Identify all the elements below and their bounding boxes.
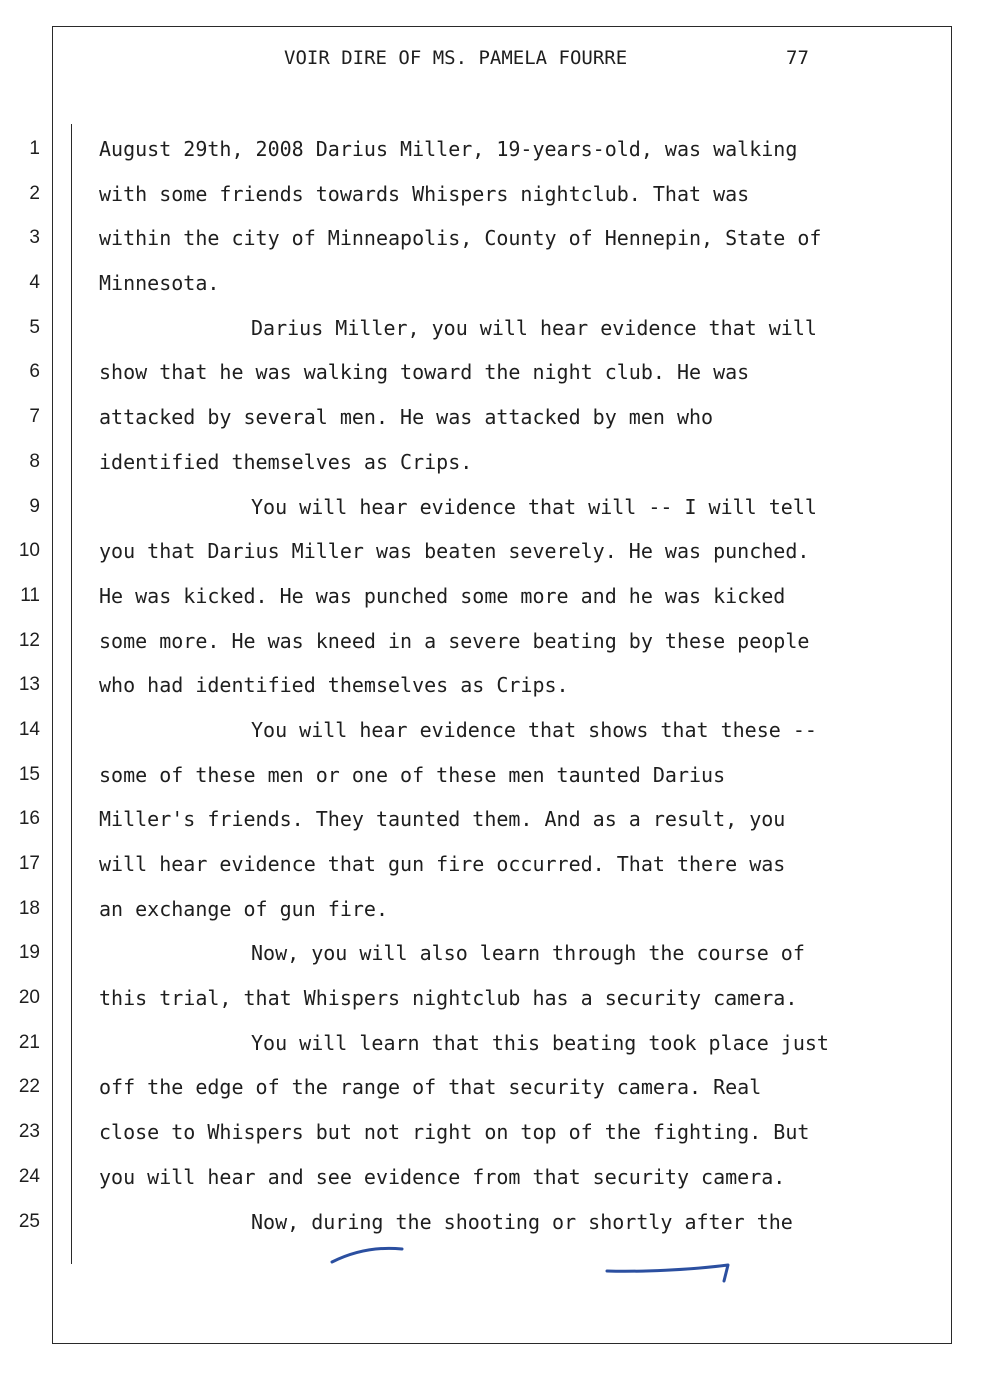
transcript-line: with some friends towards Whispers nightclub. That was: [99, 181, 750, 206]
transcript-line: some more. He was kneed in a severe beating by these people: [99, 628, 810, 653]
line-number: 5: [29, 316, 40, 338]
transcript-line: Miller's friends. They taunted them. And as a result, you: [99, 807, 786, 832]
line-number: 9: [29, 495, 40, 517]
transcript-line: identified themselves as Crips.: [99, 449, 473, 474]
transcript-line: Minnesota.: [99, 271, 220, 296]
line-number: 10: [18, 540, 40, 562]
line-number: 16: [18, 808, 40, 830]
transcript-line: who had identified themselves as Crips.: [99, 673, 569, 698]
line-number: 19: [18, 942, 40, 964]
transcript-line: Now, you will also learn through the course of: [251, 941, 805, 966]
transcript-line: off the edge of the range of that security camera. Real: [99, 1075, 762, 1100]
line-number: 1: [29, 138, 40, 159]
line-number: 11: [20, 584, 40, 606]
line-number: 18: [18, 897, 40, 919]
line-number: 4: [29, 272, 40, 294]
line-number: 22: [18, 1076, 40, 1098]
transcript-line: within the city of Minneapolis, County of Hennepin, State of: [99, 226, 822, 251]
transcript-line: an exchange of gun fire.: [99, 896, 388, 921]
line-number: 25: [18, 1210, 40, 1232]
transcript-line: You will hear evidence that will -- I will tell: [251, 494, 817, 519]
transcript-line: some of these men or one of these men taunted Darius: [99, 762, 726, 787]
line-number: 23: [18, 1121, 40, 1143]
page-number: 77: [786, 47, 809, 69]
line-number: 12: [18, 629, 40, 651]
transcript-line: Now, during the shooting or shortly after the: [251, 1209, 793, 1234]
transcript-line: Darius Miller, you will hear evidence that will: [251, 315, 817, 340]
line-number: 8: [29, 450, 40, 472]
line-number: 24: [18, 1165, 40, 1187]
line-number: 6: [29, 361, 40, 383]
line-number: 21: [18, 1031, 40, 1053]
transcript-line: attacked by several men. He was attacked by men who: [99, 405, 714, 430]
line-number: 14: [18, 718, 40, 740]
page-header: [0, 47, 1001, 75]
transcript-line: you that Darius Miller was beaten severely. He was punched.: [99, 539, 810, 564]
line-number: 17: [18, 853, 40, 874]
transcript-line: this trial, that Whispers nightclub has a security camera.: [99, 986, 798, 1011]
transcript-line: You will learn that this beating took place just: [251, 1030, 829, 1055]
line-number-margin-rule: [71, 124, 72, 1264]
transcript-line: will hear evidence that gun fire occurred. That there was: [99, 852, 786, 876]
line-number: 15: [18, 763, 40, 785]
transcript-body: [99, 135, 899, 1252]
line-number: 7: [29, 406, 40, 428]
line-number: 3: [29, 227, 40, 249]
transcript-line: You will hear evidence that shows that these --: [251, 717, 817, 742]
line-number-column: [0, 135, 40, 1252]
transcript-line: close to Whispers but not right on top of the fighting. But: [99, 1120, 810, 1145]
page-title: VOIR DIRE OF MS. PAMELA FOURRE: [284, 47, 628, 69]
transcript-line: show that he was walking toward the night club. He was: [99, 360, 750, 385]
transcript-line: August 29th, 2008 Darius Miller, 19-years-old, was walking: [99, 137, 798, 161]
line-number: 20: [18, 987, 40, 1009]
line-number: 13: [18, 674, 40, 696]
line-number: 2: [29, 182, 40, 204]
transcript-line: He was kicked. He was punched some more and he was kicked: [99, 583, 786, 608]
transcript-line: you will hear and see evidence from that security camera.: [99, 1164, 786, 1189]
